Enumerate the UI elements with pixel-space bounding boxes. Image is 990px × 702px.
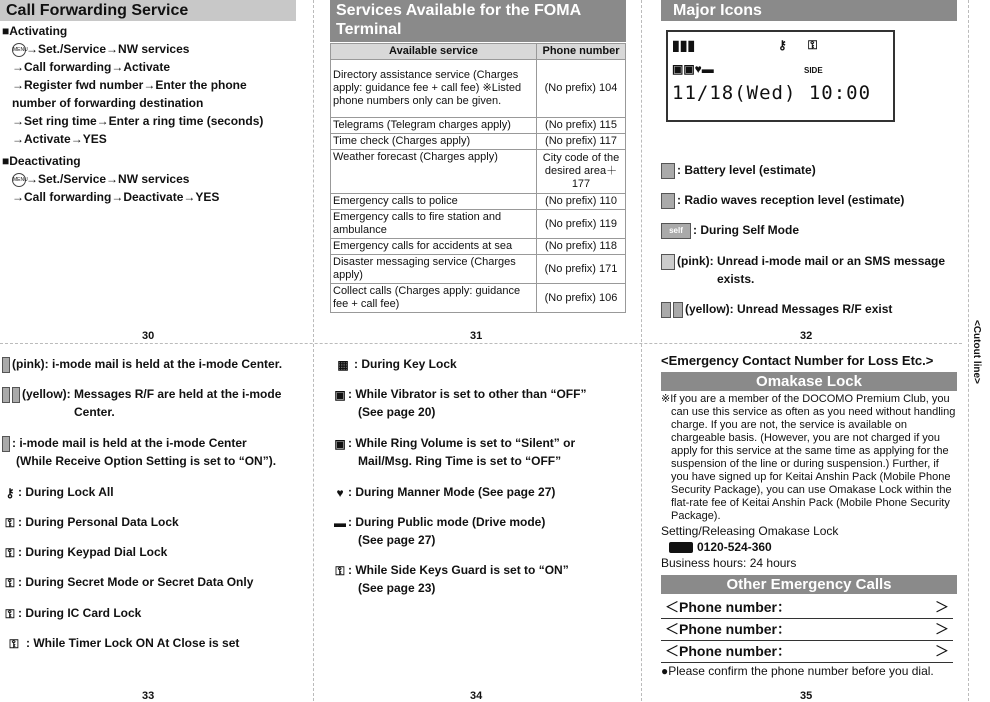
clock-display: 11/18(Wed) 10:00 bbox=[672, 82, 872, 104]
message-rf-held-icon bbox=[12, 387, 20, 403]
battery-icon: ▮▮▮ bbox=[672, 37, 696, 53]
table-row: Disaster messaging service (Charges apply) (No prefix) 171 bbox=[331, 255, 626, 284]
phone-number-field: ＜Phone number： ＞ bbox=[661, 597, 953, 619]
vibrator-icon: ▣ bbox=[334, 387, 346, 402]
section-title: Major Icons bbox=[661, 0, 957, 21]
fold-line bbox=[641, 0, 642, 701]
antenna-icon bbox=[661, 193, 675, 209]
page-33: (pink): i-mode mail is held at the i-mode Center. (yellow): Messages R/F are held at the i-mode Center. : i-mode mail is held at the i-mode Center (While Receive Option Setting is set to “ON”). ⚷ : During Lock All ⚿ : During Personal Data Lock ⚿ : During Keypad Dial Lock ⚿ : During Secret Mode or Secret Data Only ⚿ : During IC Card Lock ⚿ : While Timer Lock ON At Close is set bbox=[2, 355, 302, 675]
page-number: 31 bbox=[470, 330, 483, 342]
side-lock-icon: SIDE bbox=[804, 66, 823, 75]
step-text: →Call forwarding→Deactivate→YES bbox=[12, 190, 220, 204]
step-text: →Set ring time→Enter a ring time (seconds) bbox=[12, 114, 264, 128]
step-text: →Set./Service→NW services bbox=[26, 42, 190, 56]
drive-mode-icon: ▬ bbox=[334, 515, 346, 530]
fold-line bbox=[0, 343, 962, 344]
mail-held-icon bbox=[2, 357, 10, 373]
self-mode-icon: self bbox=[661, 223, 691, 239]
free-dial-icon bbox=[669, 542, 693, 553]
cutout-line bbox=[968, 0, 969, 701]
confirm-note: ●Please confirm the phone number before you dial. bbox=[661, 664, 934, 678]
step-text: →Register fwd number→Enter the phone bbox=[12, 78, 247, 92]
omakase-note: ※If you are a member of the DOCOMO Premium Club, you can use this service as often as you need without handling charge. If you are not, the service is available on chargeable basis. (However, you are not charged if you apply for this service at the same time as applying for the suspension of the line or during suspension.) Further, if you have signed up for Keitai Anshin Pack (Mobile Phone Security Package), you can use Omakase Lock within the flat-rate fee of Keitai Anshin Pack (Mobile Phone Security Package). bbox=[661, 393, 956, 522]
phone-number-field: ＜Phone number： ＞ bbox=[661, 641, 953, 663]
phone-screen-image bbox=[666, 30, 895, 122]
mail-pink-icon bbox=[661, 254, 675, 270]
menu-key-icon: MENU bbox=[12, 43, 26, 57]
personal-lock-icon: ⚿ bbox=[5, 515, 15, 530]
table-row: Emergency calls to fire station and ambulance (No prefix) 119 bbox=[331, 210, 626, 239]
step-text: →Set./Service→NW services bbox=[26, 172, 190, 186]
deactivating-heading: Deactivating bbox=[9, 154, 81, 168]
table-header: Available service bbox=[331, 44, 537, 60]
phone-number-field: ＜Phone number： ＞ bbox=[661, 619, 953, 641]
page-number: 34 bbox=[470, 690, 483, 702]
status-icons: ▣▣♥▬ bbox=[672, 62, 714, 76]
table-header: Phone number bbox=[537, 44, 626, 60]
cutout-label: <Cutout line> bbox=[971, 320, 982, 384]
fold-line bbox=[313, 0, 314, 701]
timer-lock-icon: ⚿ bbox=[9, 636, 19, 651]
step-text: →Call forwarding→Activate bbox=[12, 60, 171, 74]
key-lock-icon: ▦ bbox=[337, 357, 349, 372]
side-keys-guard-icon: ⚿ bbox=[335, 563, 345, 578]
message-rf-icon bbox=[661, 302, 671, 318]
page-30 bbox=[0, 0, 296, 206]
table-row: Emergency calls for accidents at sea (No prefix) 118 bbox=[331, 239, 626, 255]
table-row: Collect calls (Charges apply: guidance fee + call fee) (No prefix) 106 bbox=[331, 284, 626, 313]
manner-mode-icon: ♥ bbox=[336, 485, 344, 500]
step-text: →Activate→YES bbox=[12, 132, 107, 146]
table-row: Emergency calls to police (No prefix) 110 bbox=[331, 194, 626, 210]
activating-heading: Activating bbox=[9, 24, 68, 38]
page-31 bbox=[330, 0, 626, 313]
menu-key-icon: MENU bbox=[12, 173, 26, 187]
hours-text: Business hours: 24 hours bbox=[661, 556, 797, 570]
keypad-lock-icon: ⚿ bbox=[5, 545, 15, 560]
battery-icon bbox=[661, 163, 675, 179]
square-bullet-icon: ■ bbox=[2, 154, 10, 168]
message-rf-icon bbox=[673, 302, 683, 318]
page-32: Major Icons ▮▮▮ ⚷ ⚿ ▣▣♥▬ SIDE 11/18(Wed) 10:00 : Battery level (estimate) : Radio waves reception level (estimate) self : During Self Mode (pink): Unread i-mode mail or an SMS message exists. (yellow): Unread Messages R/F exist bbox=[661, 0, 957, 330]
page-number: 30 bbox=[142, 330, 155, 342]
omakase-title: Omakase Lock bbox=[661, 372, 957, 391]
lock-icon: ⚷ bbox=[778, 38, 787, 52]
key-icon: ⚿ bbox=[808, 38, 818, 52]
lock-all-icon: ⚷ bbox=[5, 485, 15, 500]
table-row: Weather forecast (Charges apply) City code of the desired area＋177 bbox=[331, 150, 626, 194]
page-number: 35 bbox=[800, 690, 813, 702]
page-34: ▦ : During Key Lock ▣ : While Vibrator is set to other than “OFF” (See page 20) ▣ : While Ring Volume is set to “Silent” or Mail/Msg. Ring Time is set to “OFF” ♥ : During Manner Mode (See page 27) ▬ : During Public mode (Drive mode) (See page 27) ⚿ : While Side Keys Guard is set to “ON” (See page 23) bbox=[334, 357, 587, 595]
ic-card-lock-icon: ⚿ bbox=[5, 606, 15, 621]
section-title: Services Available for the FOMA Terminal bbox=[330, 0, 626, 42]
table-row: Directory assistance service (Charges apply: guidance fee + call fee) ※Listed phone numbers only can be given. (No prefix) 104 bbox=[331, 60, 626, 118]
other-calls-title: Other Emergency Calls bbox=[661, 575, 957, 594]
square-bullet-icon: ■ bbox=[2, 24, 10, 38]
page-number: 33 bbox=[142, 690, 155, 702]
page-35 bbox=[661, 350, 957, 679]
silent-icon: ▣ bbox=[334, 436, 346, 451]
setting-text: Setting/Releasing Omakase Lock bbox=[661, 524, 839, 538]
secret-mode-icon: ⚿ bbox=[5, 575, 15, 590]
message-rf-held-icon bbox=[2, 387, 10, 403]
section-title: Call Forwarding Service bbox=[0, 0, 296, 21]
emergency-heading: <Emergency Contact Number for Loss Etc.> bbox=[661, 353, 934, 368]
table-row: Time check (Charges apply) (No prefix) 117 bbox=[331, 134, 626, 150]
free-dial-row: 0120-524-360 bbox=[661, 539, 957, 555]
table-row: Telegrams (Telegram charges apply) (No prefix) 115 bbox=[331, 118, 626, 134]
services-table bbox=[330, 43, 626, 313]
step-text: number of forwarding destination bbox=[12, 96, 204, 110]
mail-option-icon bbox=[2, 436, 10, 452]
page-number: 32 bbox=[800, 330, 813, 342]
